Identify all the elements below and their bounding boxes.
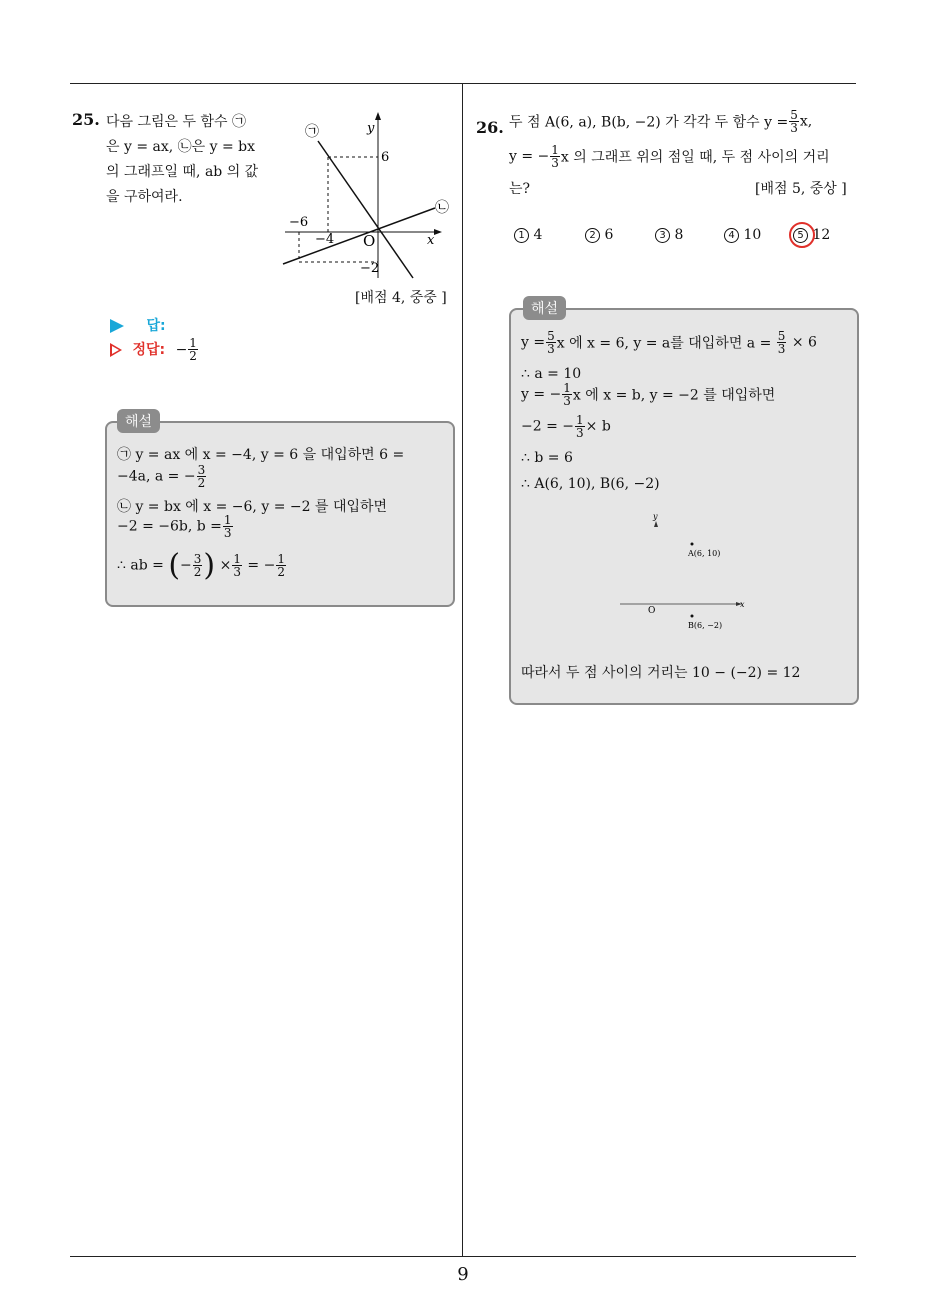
q26-sol-frac2-num: 5 [777,329,786,343]
q25-sol-frac4 [232,553,242,578]
q25-text-line2: 은 y = ax, ㉡은 y = bx [106,139,256,155]
q25-sol-frac2-den: 3 [223,526,232,540]
q26-sol-frac1 [546,330,556,355]
q25-points: [배점 4, 중중 ] [355,290,447,306]
q26-sol-line3-a: y = − [521,386,562,403]
correct-arrow-icon [110,343,122,357]
q25-x-arrow [434,229,442,235]
q26-choice-4[interactable] [724,227,761,243]
q26-choice-5[interactable] [793,227,830,243]
q26-choice-1[interactable] [514,227,542,243]
q26-choice-4-value: 10 [743,227,762,243]
q25-x-label: x [427,233,435,248]
q26-text-frac2-num: 1 [551,143,559,157]
q25-sol-frac3-den: 2 [193,565,202,579]
q25-y-label: y [367,121,375,136]
q26-choice-2[interactable] [585,227,613,243]
q26-origin-label: O [648,606,656,616]
q26-sol-last: 따라서 두 점 사이의 거리는 10 − (−2) = 12 [521,665,801,681]
q25-line1-label: ㉠ [305,124,319,140]
q25-sol-frac2 [223,514,233,539]
q26-y-arrow [654,521,658,527]
q26-y-label: y [653,512,658,521]
q25-sol-frac5-den: 2 [277,565,285,579]
q26-sol-line1 [521,330,817,355]
q25-sol-line5-b: − [180,557,192,574]
q25-line-1 [318,141,413,278]
q25-sol-line2 [117,464,207,489]
q25-sol-frac5-num: 1 [277,552,285,566]
q26-sol-line3 [521,382,775,407]
q26-sol-frac2-den: 3 [777,342,786,356]
q26-x-label: x [740,600,745,609]
q26-graph [610,505,760,635]
choice-number-2: 2 [585,228,600,243]
q26-sol-frac1-num: 5 [547,329,555,343]
top-rule [70,83,856,84]
choice-number-3: 3 [655,228,670,243]
q25-correct-den: 2 [189,349,197,363]
q25-sol-line5-d: = − [247,557,276,574]
q26-point-a [691,543,694,546]
q25-sol-line4 [117,514,234,539]
q26-point-b [691,615,694,618]
q26-sol-line1-a: y = [521,334,546,351]
q25-sol-frac4-num: 1 [233,552,241,566]
q26-text-frac1-den: 3 [790,121,798,135]
answer-circle-icon [789,222,815,248]
q26-text-line1-b: x, [799,113,813,130]
q26-sol-line4-a: −2 = − [521,418,574,435]
q26-point-a-label: A(6, 10) [688,549,721,558]
column-divider [462,84,463,1256]
q26-sol-line2: ∴ a = 10 [521,366,582,382]
q26-choice-3[interactable] [655,227,683,243]
q25-sol-line5-a: ∴ ab = [117,557,164,574]
q26-sol-frac4-num: 1 [576,413,584,427]
q25-text-line4: 을 구하여라. [106,189,183,205]
q25-sol-frac1-den: 2 [197,476,206,490]
q26-text-frac1-num: 5 [790,108,798,122]
bottom-rule [70,1256,856,1257]
q26-sol-line3-b: x 에 x = b, y = −2 를 대입하면 [572,387,776,404]
q25-correct-label: 정답: [132,341,166,358]
q26-sol-line6: ∴ A(6, 10), B(6, −2) [521,476,660,492]
q26-sol-frac2 [777,330,787,355]
q25-sol-line4-text: −2 = −6b, b = [117,518,222,535]
q26-choice-2-value: 6 [604,227,614,243]
q25-number: 25. [72,110,100,129]
q25-sol-line3: ㉡ y = bx 에 x = −6, y = −2 를 대입하면 [117,499,388,515]
q25-line2-label: ㉡ [435,200,449,216]
q25-sol-frac1 [197,464,207,489]
q25-sol-frac4-den: 3 [233,565,241,579]
q26-text-frac2-den: 3 [551,156,559,170]
q25-correct-sign: − [175,341,188,358]
q25-sol-frac1-num: 3 [197,463,206,477]
q25-correct-row [110,337,199,362]
answer-arrow-icon [110,319,124,333]
q25-sol-frac3 [193,553,203,578]
q26-sol-line1-b: x 에 x = 6, y = a를 대입하면 a = [556,335,772,352]
q26-sol-frac3 [562,382,572,407]
q25-answer-label: 답: [146,318,166,334]
choice-number-5: 5 [793,228,808,243]
q26-choice-3-value: 8 [674,227,684,243]
q26-sol-line4-b: × b [585,418,611,435]
q26-text-line2-b: x 의 그래프 위의 점일 때, 두 점 사이의 거리 [560,149,830,166]
q25-answer-row [110,315,166,335]
paren-right: ) [203,548,216,583]
q26-text-frac1 [789,109,799,134]
q26-sol-frac3-num: 1 [563,381,571,395]
q25-sol-line2-text: −4a, a = − [117,468,196,485]
q26-sol-line4 [521,414,611,439]
q25-sol-frac5 [276,553,286,578]
q25-label-m6: −6 [289,215,309,230]
q26-point-b-label: B(6, −2) [688,621,723,630]
q25-correct-frac [188,337,198,362]
q26-number: 26. [476,118,504,137]
q26-solution-tag: 해설 [523,296,566,320]
q25-label-6: 6 [381,150,390,165]
q26-sol-frac4 [575,414,585,439]
q26-text-line2-a: y = − [509,148,550,165]
q25-correct-num: 1 [189,336,197,350]
q25-origin-label: O [363,232,376,250]
q26-sol-frac4-den: 3 [576,426,584,440]
q26-text-line3: 는? [509,181,531,197]
q26-sol-frac1-den: 3 [547,342,555,356]
q25-label-m2: −2 [360,261,380,276]
page-number: 9 [457,1264,469,1285]
choice-number-4: 4 [724,228,739,243]
q25-y-arrow [375,112,381,120]
paren-left: ( [168,548,181,583]
q25-sol-line5-c: × [219,557,232,574]
q25-text-line3: 의 그래프일 때, ab 의 값 [106,164,259,180]
q26-sol-line5: ∴ b = 6 [521,450,573,466]
q26-text-line1-a: 두 점 A(6, a), B(b, −2) 가 각각 두 함수 y = [509,114,789,131]
q25-text-line1: 다음 그림은 두 함수 ㉠ [106,114,246,130]
q26-points: [배점 5, 중상 ] [755,181,847,197]
q26-choice-1-value: 4 [533,227,543,243]
choice-number-1: 1 [514,228,529,243]
q26-sol-line1-c: × 6 [791,334,817,351]
q26-text-line1 [509,109,812,134]
q25-sol-line5 [117,548,287,583]
q26-choice-5-value: 12 [812,227,831,243]
q26-text-line2 [509,144,830,169]
q25-solution-tag: 해설 [117,409,160,433]
q25-label-m4: −4 [315,232,335,247]
q25-graph [275,108,460,293]
q25-sol-frac2-num: 1 [223,513,232,527]
q25-sol-line1: ㉠ y = ax 에 x = −4, y = 6 을 대입하면 6 = [117,447,405,463]
q26-text-frac2 [550,144,560,169]
q26-sol-frac3-den: 3 [563,394,571,408]
q25-sol-frac3-num: 3 [193,552,202,566]
